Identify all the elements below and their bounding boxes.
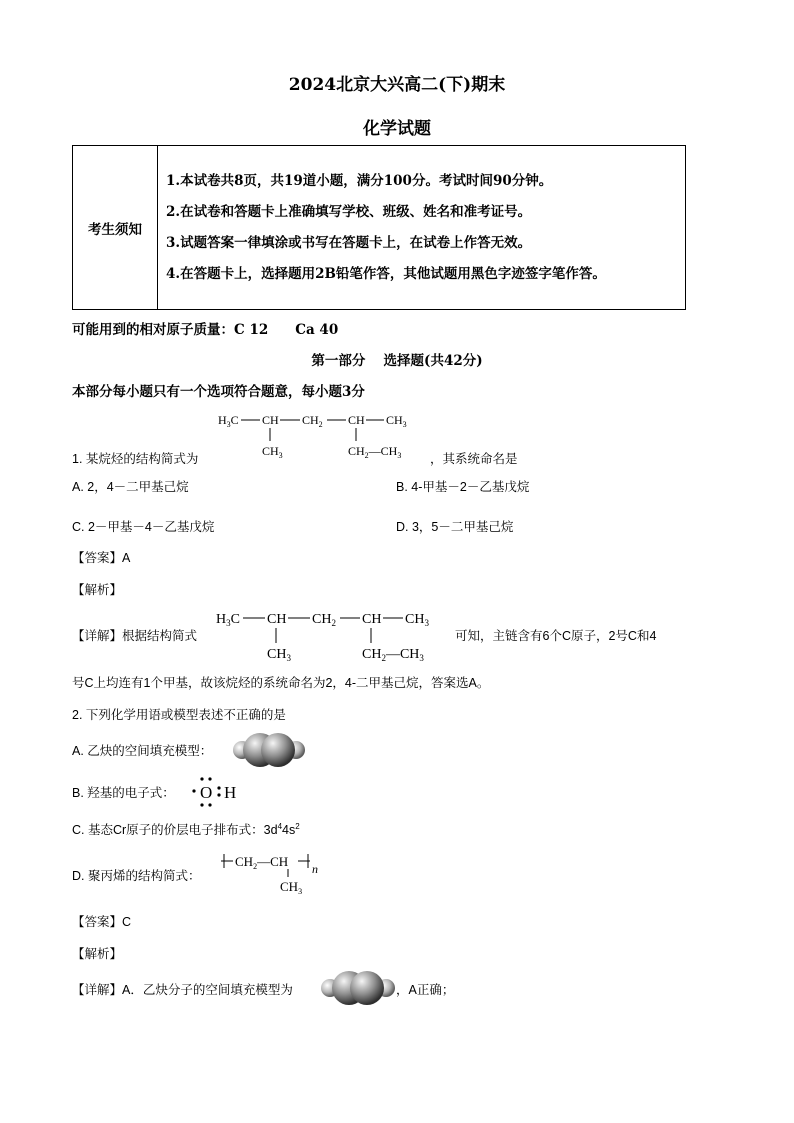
q1-option-b: B. 4-甲基－2－乙基戊烷	[396, 480, 530, 494]
atomic-mass-line: 可能用到的相对原子质量：C 12 Ca 40	[72, 322, 339, 338]
formula-ch-2: CH	[348, 413, 365, 427]
q1-option-c: C. 2－甲基－4－乙基戊烷	[72, 520, 215, 534]
q1-stem-suffix: ，其系统命名是	[430, 452, 518, 466]
formula-branch2: $CH_2—CH_3$	[362, 647, 424, 663]
q2-detail-suffix: ，A正确；	[396, 983, 455, 997]
acetylene-space-filling-model	[232, 731, 306, 769]
notice-item: 3.试题答案一律填涂或书写在答题卡上，在试卷上作答无效。	[166, 234, 532, 251]
formula-ch: CH	[262, 413, 279, 427]
q1-structural-formula	[214, 407, 419, 462]
q2-option-c-mid: 4s	[282, 823, 296, 837]
part1-heading: 第一部分 选择题(共42分)	[311, 353, 483, 369]
formula-branch1: $CH_3$	[262, 444, 283, 460]
notice-items	[158, 146, 686, 310]
notice-item: 1.本试卷共8页，共19道小题，满分100分。考试时间90分钟。	[166, 172, 553, 189]
formula-ch2: $CH_2$	[302, 413, 323, 429]
q2-analysis: 【解析】	[72, 947, 123, 961]
q2-option-a: A. 乙炔的空间填充模型：	[72, 744, 213, 758]
formula-ch3: $CH_3$	[405, 612, 429, 628]
q2-option-c-prefix: C. 基态Cr原子的价层电子排布式：3d	[72, 823, 278, 837]
polymer-n: n	[312, 862, 318, 876]
q1-detail-formula	[212, 604, 447, 666]
part1-instruction: 本部分每小题只有一个选项符合题意，每小题3分	[72, 384, 365, 400]
notice-label: 考生须知	[73, 146, 158, 310]
formula-branch2: $CH_2—CH_3$	[348, 444, 402, 460]
formula-ch2: $CH_2$	[312, 612, 336, 628]
q2-detail-prefix: 【详解】A．乙炔分子的空间填充模型为	[72, 983, 293, 997]
formula-h3c: $H_3C$	[218, 413, 239, 429]
page-subtitle: 化学试题	[363, 119, 431, 139]
q1-detail-prefix: 【详解】根据结构简式	[72, 629, 198, 643]
q1-stem-prefix: 1. 某烷烃的结构简式为	[72, 452, 199, 466]
q1-answer: 【答案】A	[72, 551, 131, 565]
acetylene-space-filling-model	[320, 969, 396, 1007]
polymer-repeat-unit: $CH_2—CH$	[235, 854, 289, 871]
hydroxyl-electron-formula	[188, 774, 248, 808]
q2-option-c-sup2: 2	[295, 821, 300, 831]
formula-branch1: $CH_3$	[267, 647, 291, 663]
q1-option-a: A. 2，4－二甲基己烷	[72, 480, 189, 494]
notice-item: 2.在试卷和答题卡上准确填写学校、班级、姓名和准考证号。	[166, 203, 532, 220]
formula-ch-2: CH	[362, 612, 382, 627]
q1-detail-suffix: 可知，主链含有6个C原子，2号C和4	[455, 629, 657, 643]
q2-option-b: B. 羟基的电子式：	[72, 786, 175, 800]
oxygen-symbol: O	[200, 783, 213, 802]
q2-option-c-sup1: 4	[277, 821, 283, 831]
polymer-branch: $CH_3$	[280, 879, 303, 896]
page-title: 2024北京大兴高二(下)期末	[288, 75, 506, 95]
formula-ch3: $CH_3$	[386, 413, 407, 429]
hydrogen-symbol: H	[224, 783, 237, 802]
formula-ch: CH	[267, 612, 287, 627]
notice-table	[72, 145, 686, 310]
q2-option-d: D. 聚丙烯的结构简式：	[72, 869, 201, 883]
q1-analysis: 【解析】	[72, 583, 123, 597]
q1-detail-line2: 号C上均连有1个甲基，故该烷烃的系统命名为2，4-二甲基己烷，答案选A。	[72, 676, 490, 690]
polypropylene-formula	[218, 848, 328, 896]
q2-option-c	[72, 820, 300, 838]
notice-item: 4.在答题卡上，选择题用2B铅笔作答，其他试题用黑色字迹签字笔作答。	[166, 265, 606, 282]
formula-h3c: $H_3C$	[216, 612, 240, 628]
q2-answer: 【答案】C	[72, 915, 132, 929]
q1-option-d: D. 3，5－二甲基己烷	[396, 520, 514, 534]
q2-stem: 2. 下列化学用语或模型表述不正确的是	[72, 708, 286, 722]
